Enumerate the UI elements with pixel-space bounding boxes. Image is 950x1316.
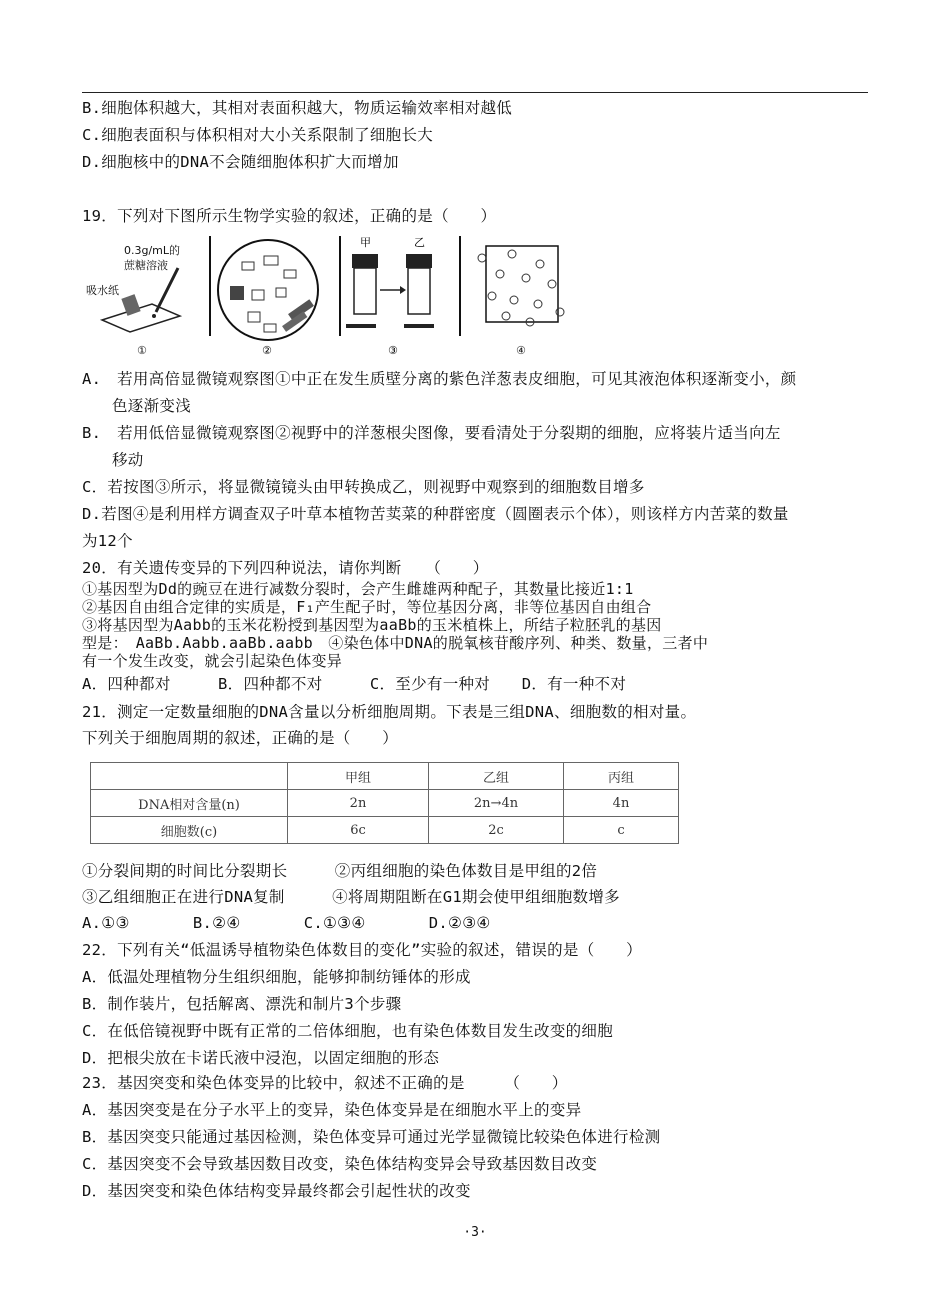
- table-cell: 细胞数(c): [91, 817, 288, 844]
- q19-option-b-2: 移动: [112, 451, 144, 469]
- table-cell: DNA相对含量(n): [91, 790, 288, 817]
- q21-stem-2: 下列关于细胞周期的叙述，正确的是（ ）: [82, 729, 399, 747]
- table-header-cell: 乙组: [429, 763, 564, 790]
- q19-option-a-2: 色逐渐变浅: [112, 397, 192, 415]
- q19-option-d-1: D.若图④是利用样方调查双子叶草本植物苦荬菜的种群密度（圆圈表示个体），则该样方内苦菜的数量: [82, 505, 789, 523]
- table-row: [91, 817, 679, 844]
- q23-option-b: B．基因突变只能通过基因检测，染色体变异可通过光学显微镜比较染色体进行检测: [82, 1128, 661, 1146]
- q21-statement-1: ①分裂间期的时间比分裂期长 ②丙组细胞的染色体数目是甲组的2倍: [82, 862, 598, 880]
- option-c-prev: C.细胞表面积与体积相对大小关系限制了细胞长大: [82, 126, 434, 144]
- header-rule: [82, 92, 868, 93]
- fig-sucrose-2: 蔗糖溶液: [124, 259, 168, 272]
- q20-item-3: ③将基因型为Aabb的玉米花粉授到基因型为aaBb的玉米植株上，所结子粒胚乳的基因: [82, 616, 662, 634]
- figure-1: [86, 244, 180, 357]
- q22-option-a: A．低温处理植物分生组织细胞，能够抑制纺锤体的形成: [82, 968, 471, 986]
- table-cell: c: [564, 817, 679, 844]
- table-cell: 6c: [288, 817, 429, 844]
- q23-option-a: A．基因突变是在分子水平上的变异，染色体变异是在细胞水平上的变异: [82, 1101, 582, 1119]
- q22-stem: 22．下列有关“低温诱导植物染色体数目的变化”实验的叙述，错误的是（ ）: [82, 941, 642, 959]
- fig-jia: 甲: [360, 236, 371, 249]
- q19-option-d-2: 为12个: [82, 532, 133, 550]
- q22-option-c: C．在低倍镜视野中既有正常的二倍体细胞，也有染色体数目发生改变的细胞: [82, 1022, 614, 1040]
- fig-yi: 乙: [414, 236, 425, 249]
- table-cell: 2c: [429, 817, 564, 844]
- q19-figure: [82, 232, 582, 358]
- figure-4: [478, 246, 564, 357]
- table-header-row: [91, 763, 679, 790]
- q19-stem: 19．下列对下图所示生物学实验的叙述，正确的是（ ）: [82, 207, 497, 225]
- q19-option-b-1: B. 若用低倍显微镜观察图②视野中的洋葱根尖图像，要看清处于分裂期的细胞，应将装片适当向左: [82, 424, 781, 442]
- q23-option-d: D．基因突变和染色体结构变异最终都会引起性状的改变: [82, 1182, 471, 1200]
- option-d-prev: D.细胞核中的DNA不会随细胞体积扩大而增加: [82, 153, 399, 171]
- q19-option-a-1: A. 若用高倍显微镜观察图①中正在发生质壁分离的紫色洋葱表皮细胞，可见其液泡体积逐渐变小，颜: [82, 370, 797, 388]
- table-cell: 2n→4n: [429, 790, 564, 817]
- q21-options: A.①③ B.②④ C.①③④ D.②③④: [82, 914, 491, 932]
- fig-num-3: ③: [388, 344, 398, 357]
- figure-3: [346, 236, 434, 357]
- q19-option-c: C．若按图③所示，将显微镜镜头由甲转换成乙，则视野中观察到的细胞数目增多: [82, 478, 645, 496]
- table-cell: 4n: [564, 790, 679, 817]
- q20-item-2: ②基因自由组合定律的实质是，F₁产生配子时，等位基因分离，非等位基因自由组合: [82, 598, 652, 616]
- q21-statement-2: ③乙组细胞正在进行DNA复制 ④将周期阻断在G1期会使甲组细胞数增多: [82, 888, 620, 906]
- option-b-prev: B.细胞体积越大，其相对表面积越大，物质运输效率相对越低: [82, 99, 513, 117]
- table-cell: 2n: [288, 790, 429, 817]
- fig-num-2: ②: [262, 344, 272, 357]
- fig-sucrose-1: 0.3g/mL的: [124, 244, 181, 257]
- table-row: [91, 790, 679, 817]
- figure-2: [218, 240, 318, 357]
- q22-option-d: D．把根尖放在卡诺氏液中浸泡，以固定细胞的形态: [82, 1049, 440, 1067]
- table-header-cell: 甲组: [288, 763, 429, 790]
- table-header-cell: [91, 763, 288, 790]
- page-number: ·3·: [463, 1225, 487, 1240]
- q20-item-4: 型是： AaBb.Aabb.aaBb.aabb ④染色体中DNA的脱氧核苷酸序列、种类、数量，三者中: [82, 634, 709, 652]
- q23-option-c: C．基因突变不会导致基因数目改变，染色体结构变异会导致基因数目改变: [82, 1155, 598, 1173]
- q21-table: [90, 762, 679, 844]
- fig-paper: 吸水纸: [86, 284, 119, 297]
- fig-num-4: ④: [516, 344, 526, 357]
- table-header-cell: 丙组: [564, 763, 679, 790]
- q20-options: A．四种都对 B．四种都不对 C．至少有一种对 D．有一种不对: [82, 675, 627, 693]
- q22-option-b: B．制作装片，包括解离、漂洗和制片3个步骤: [82, 995, 402, 1013]
- q23-stem: 23．基因突变和染色体变异的比较中，叙述不正确的是 （ ）: [82, 1074, 568, 1092]
- q20-stem: 20．有关遗传变异的下列四种说法，请你判断 （ ）: [82, 559, 489, 577]
- q20-item-1: ①基因型为Dd的豌豆在进行减数分裂时，会产生雌雄两种配子，其数量比接近1:1: [82, 580, 634, 598]
- fig-num-1: ①: [137, 344, 147, 357]
- q21-stem-1: 21．测定一定数量细胞的DNA含量以分析细胞周期。下表是三组DNA、细胞数的相对量。: [82, 703, 697, 721]
- q20-item-5: 有一个发生改变，就会引起染色体变异: [82, 652, 343, 670]
